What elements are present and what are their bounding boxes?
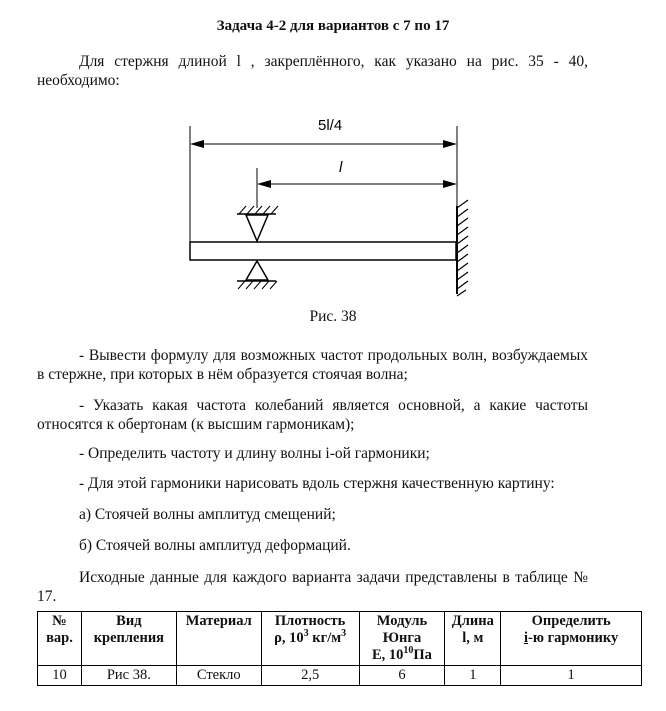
- cell-material: Стекло: [176, 666, 261, 686]
- cell-young: 6: [359, 666, 445, 686]
- arrowhead-icon: [443, 140, 457, 148]
- arrowhead-icon: [257, 180, 271, 188]
- task-4b: б) Стоячей волны амплитуд деформаций.: [79, 537, 351, 554]
- header-determine: Определить i-ю гармонику: [501, 612, 642, 666]
- cell-harmonic: 1: [501, 666, 642, 686]
- support-top-triangle-icon: [246, 215, 268, 241]
- cell-var: 10: [38, 666, 82, 686]
- dim-label-inner: l: [339, 159, 343, 176]
- header-young: Модуль Юнга Е, $10^{10}Па$: [359, 612, 445, 666]
- header-var: № вар.: [38, 612, 82, 666]
- table-intro: Исходные данные для каждого варианта задачи представлены в таблице № 17.: [37, 569, 588, 605]
- cell-density: 2,5: [261, 666, 359, 686]
- task-1: - Вывести формулу для возможных частот продольных волн, возбуждаемых в стержне, при которых в нём образуется стоячая волна;: [37, 347, 588, 383]
- figure-caption: Рис. 38: [309, 308, 357, 325]
- intro-paragraph: Для стержня длиной l , закреплённого, как указано на рис. 35 - 40, необходимо:: [37, 53, 588, 89]
- header-length: Длина l, м: [445, 612, 501, 666]
- header-material: Материал: [176, 612, 261, 666]
- arrowhead-icon: [190, 140, 204, 148]
- data-table: [37, 611, 642, 686]
- dim-label-outer: 5l/4: [318, 117, 343, 134]
- arrowhead-icon: [443, 180, 457, 188]
- support-bottom-triangle-icon: [246, 261, 268, 280]
- support-top-hatch: [239, 206, 278, 214]
- header-mount: Вид крепления: [81, 612, 176, 666]
- task-4: - Для этой гармоники нарисовать вдоль стержня качественную картину:: [79, 475, 555, 492]
- table-row: [38, 666, 642, 686]
- wall-hatch: [457, 200, 468, 296]
- header-density: Плотность ρ, $10^3$ $кг/м^3$: [261, 612, 359, 666]
- problem-title: Задача 4-2 для вариантов с 7 по 17: [216, 18, 450, 34]
- task-4a: а) Стоячей волны амплитуд смещений;: [79, 506, 336, 523]
- task-3: - Определить частоту и длину волны i-ой гармоники;: [79, 445, 430, 462]
- cell-length: 1: [445, 666, 501, 686]
- beam-rod: [190, 242, 456, 260]
- beam-figure: [0, 110, 666, 310]
- table-header-row: [38, 612, 642, 666]
- task-2: - Указать какая частота колебаний является основной, а какие частоты относятся к обертонам (к высшим гармоникам);: [37, 397, 588, 433]
- cell-mount: Рис 38.: [81, 666, 176, 686]
- support-bottom-hatch: [238, 281, 277, 289]
